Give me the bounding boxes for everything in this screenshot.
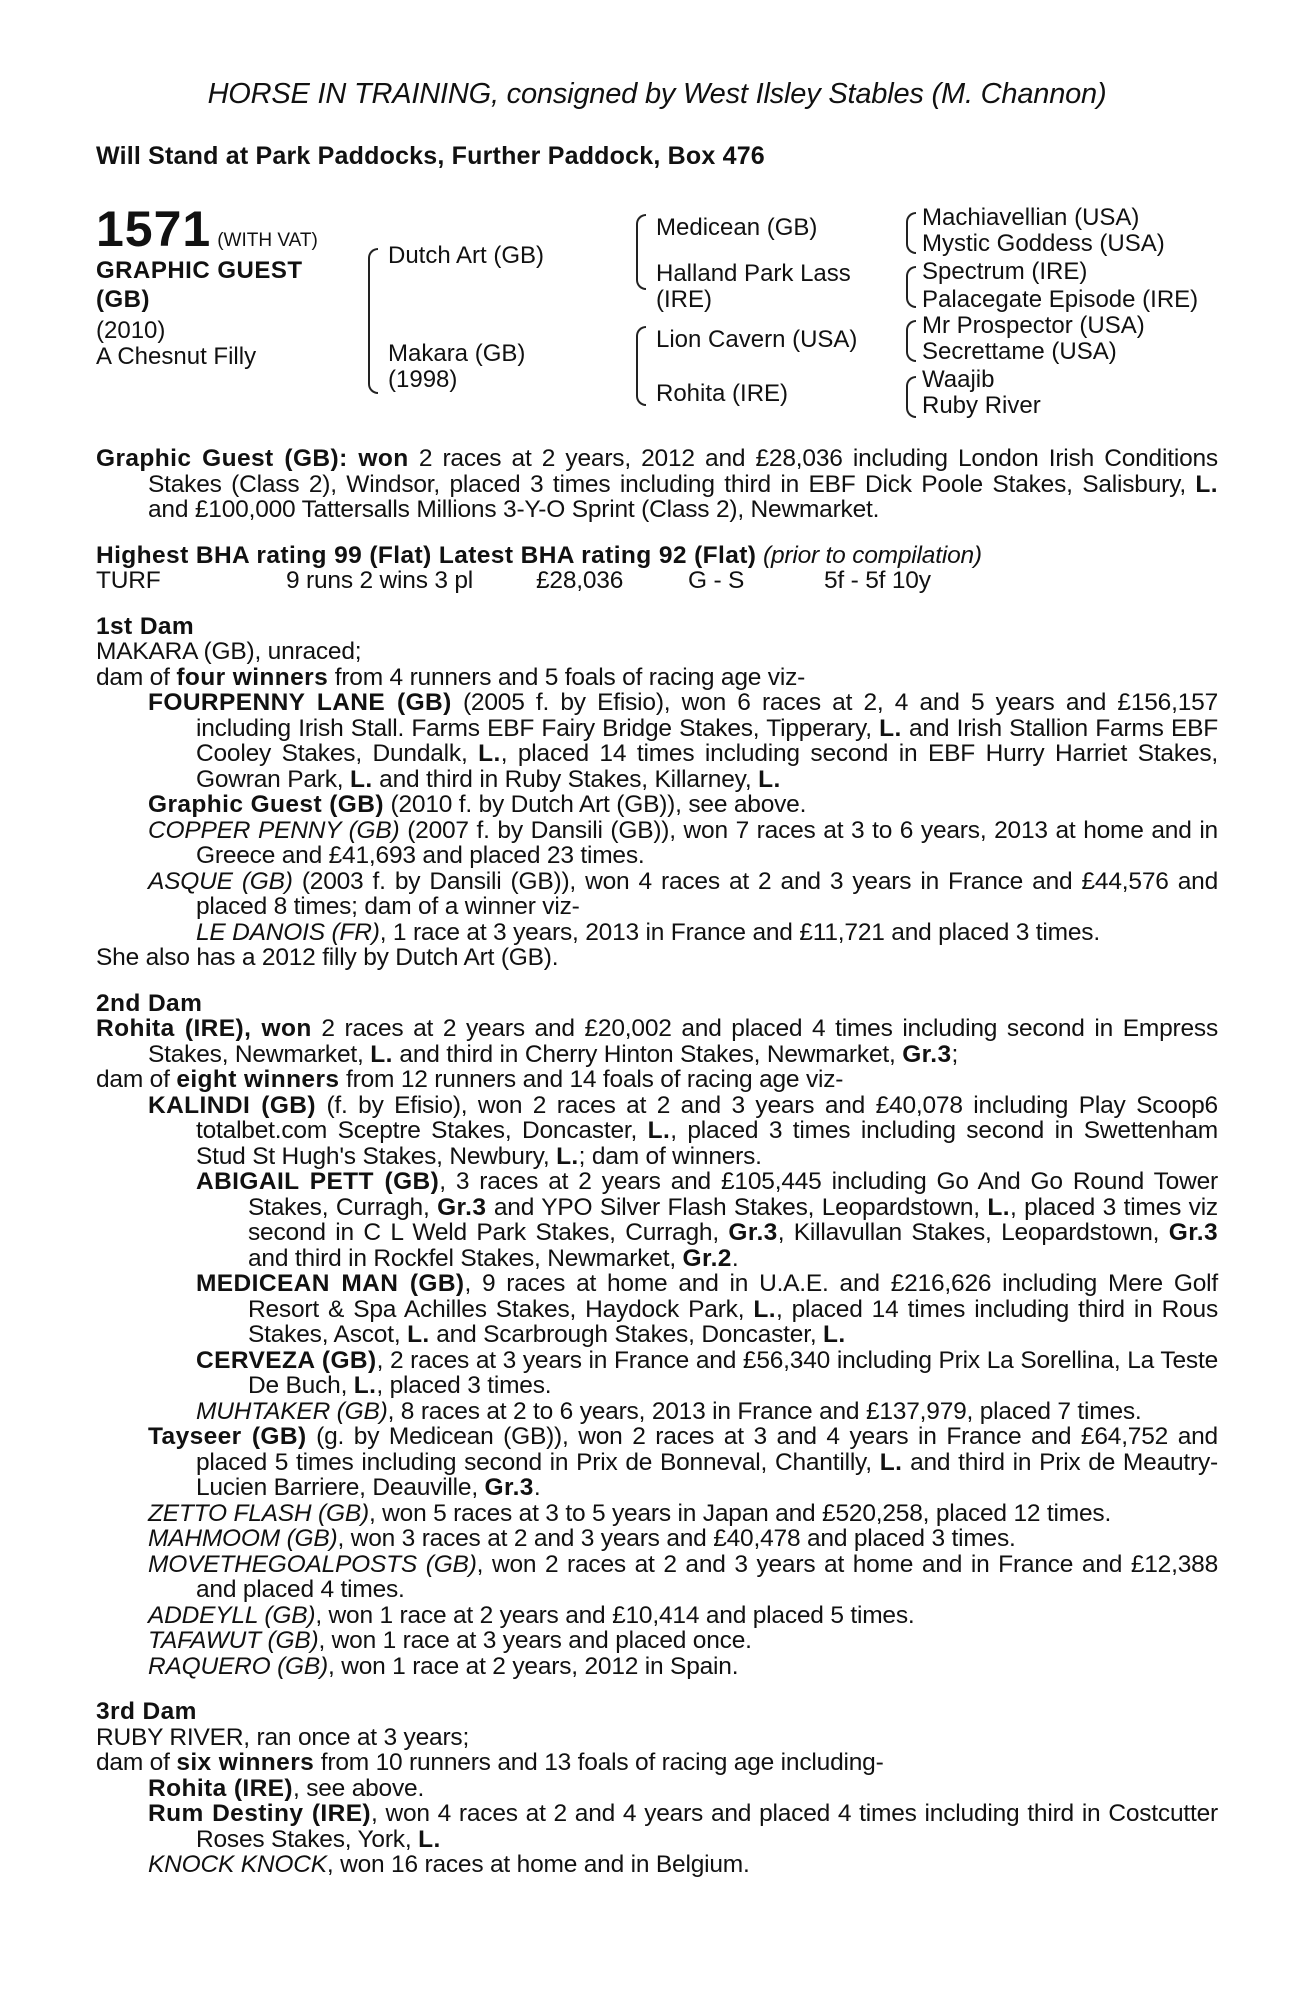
produce-text: (f. by Efisio), won 2 races at 2 and 3 years and £40,078 including Play Scoop6 totalbet.com Sceptre Stakes, Doncaster, — [196, 1091, 1218, 1144]
produce-name: MOVETHEGOALPOSTS (GB) — [148, 1550, 477, 1578]
produce-text: , placed 14 times including second in EBF Hurry Harriet Stakes, Gowran Park, — [196, 740, 1218, 793]
produce-text: , see above. — [292, 1774, 425, 1802]
winner-count: eight winners — [176, 1066, 340, 1093]
produce-text: (2010 f. by Dutch Art (GB)), see above. — [383, 791, 807, 818]
dam-won: , won — [244, 1015, 312, 1042]
gen3-brace-3 — [906, 320, 916, 362]
produce-text: and third in Rockfel Stakes, Newmarket, — [248, 1244, 683, 1272]
group-mark: Gr.3 — [484, 1474, 534, 1501]
dam-dam: Rohita (IRE) — [656, 380, 789, 407]
gen3-brace-2 — [906, 266, 916, 308]
listed-mark: L. — [407, 1321, 430, 1348]
produce-name: CERVEZA (GB) — [196, 1346, 377, 1374]
turf-earnings: £28,036 — [536, 567, 624, 594]
produce-name: FOURPENNY LANE (GB) — [148, 689, 452, 716]
produce-tafawut — [148, 1628, 1218, 1654]
produce-text: , 8 races at 2 to 6 years, 2013 in France and £137,979, placed 7 times. — [387, 1397, 1142, 1425]
produce-name: ADDEYLL (GB) — [148, 1601, 316, 1629]
produce-text: , won 5 races at 3 to 5 years in Japan and £520,258, placed 12 times. — [368, 1499, 1112, 1527]
first-dam-heading: 1st Dam — [96, 612, 195, 640]
second-dam-record: Rohita (IRE), won 2 races at 2 years and £20,002 and placed 4 times including second in Empress Stakes, Newmarket, L. and third in Cherry Hinton Stakes, Newmarket, Gr.3; — [96, 1015, 1219, 1068]
group-mark: Gr.3 — [437, 1193, 487, 1221]
dam: Makara (GB) — [388, 340, 526, 367]
produce-kalindi — [148, 1093, 1218, 1170]
produce-text: , placed 3 times including second in Swettenham Stud St Hugh's Stakes, Newbury, — [196, 1117, 1218, 1170]
produce-text: , won 1 race at 3 years and placed once. — [318, 1627, 752, 1654]
summary-text: 2 races at 2 years, 2012 and £28,036 including London Irish Conditions Stakes (Class 2), Windsor, placed 3 times including third in EBF Dick Poole Stakes, Salisbury, — [148, 445, 1218, 498]
dam-name: Rohita (IRE) — [96, 1015, 245, 1042]
produce-text: (2005 f. by Efisio), won 6 races at 2, 4 and 5 years and £156,157 including Irish Stall. Farms EBF Fairy Bridge Stakes, Tipperary, — [196, 689, 1218, 742]
group-mark: Gr.2 — [682, 1244, 732, 1272]
produce-name: MUHTAKER (GB) — [196, 1397, 388, 1425]
sire-parents-brace — [636, 214, 646, 290]
produce-name: Graphic Guest (GB) — [148, 791, 384, 818]
dam-sire-sire: Mr Prospector (USA) — [922, 312, 1145, 339]
sire-sire-sire: Machiavellian (USA) — [922, 204, 1140, 231]
produce-text: , placed 3 times viz second in C L Weld Park Stakes, Curragh, — [248, 1193, 1218, 1246]
produce-name: RAQUERO (GB) — [148, 1652, 328, 1680]
listed-mark: L. — [418, 1825, 441, 1853]
produce-text: and Irish Stallion Farms EBF Cooley Stakes, Dundalk, — [196, 714, 1218, 767]
sire-sire-dam: Mystic Goddess (USA) — [922, 230, 1165, 257]
listed-mark: L. — [753, 1295, 776, 1323]
produce-mahmoom — [148, 1526, 1218, 1552]
summary-text-2: and £100,000 Tattersalls Millions 3-Y-O Sprint (Class 2), Newmarket. — [148, 496, 880, 523]
dam-parents-brace — [636, 326, 646, 406]
produce-name: Rum Destiny (IRE) — [148, 1800, 371, 1827]
produce-text: , won 16 races at home and in Belgium. — [326, 1851, 750, 1878]
listed-mark: L. — [349, 765, 373, 793]
dam-text: 2 races at 2 years and £20,002 and placed 4 times including second in Empress Stakes, Newmarket, — [148, 1015, 1219, 1068]
produce-rohita — [148, 1776, 1218, 1802]
horse-description: A Chesnut Filly — [96, 343, 257, 370]
produce-text: , placed 14 times including third in Rous Stakes, Ascot, — [248, 1295, 1218, 1348]
produce-text: (2007 f. by Dansili (GB)), won 7 races at 3 to 6 years, 2013 at home and in Greece and £41,693 and placed 23 times. — [196, 816, 1218, 869]
gen3-brace-1 — [906, 212, 916, 254]
produce-text: , Killavullan Stakes, Leopardstown, — [777, 1219, 1169, 1246]
third-dam-heading: 3rd Dam — [96, 1698, 197, 1725]
horse-country: (GB) — [96, 286, 150, 313]
sire: Dutch Art (GB) — [388, 242, 545, 269]
produce-text: , won 3 races at 2 and 3 years and £40,478 and placed 3 times. — [337, 1525, 1016, 1552]
dam-of: dam of — [96, 1749, 177, 1776]
second-dam-heading: 2nd Dam — [96, 989, 203, 1017]
produce-name: COPPER PENNY (GB) — [148, 816, 400, 844]
listed-mark: L. — [1195, 470, 1218, 498]
rating-line — [96, 543, 1218, 569]
dam-dam-sire: Waajib — [922, 366, 995, 393]
summary-horse-name: Graphic Guest (GB) — [96, 445, 340, 472]
group-mark: Gr.3 — [902, 1040, 952, 1068]
sire-dam-sire: Spectrum (IRE) — [922, 258, 1088, 285]
dam-text: and third in Cherry Hinton Stakes, Newmarket, — [392, 1040, 903, 1068]
pedigree-block — [96, 200, 1218, 430]
listed-mark: L. — [758, 765, 781, 793]
produce-name: ASQUE (GB) — [148, 867, 293, 895]
first-dam-produce — [96, 665, 1218, 691]
produce-le-danois — [196, 920, 1218, 946]
sire-sire: Medicean (GB) — [656, 214, 818, 241]
produce-text: , placed 3 times. — [376, 1372, 552, 1399]
produce-name: Rohita (IRE) — [148, 1774, 293, 1802]
listed-mark: L. — [879, 714, 902, 742]
produce-name: MAHMOOM (GB) — [148, 1525, 338, 1552]
produce-zetto-flash — [148, 1501, 1218, 1527]
produce-text: , won 2 races at 2 and 3 years at home and in France and £12,388 and placed 4 times. — [196, 1550, 1218, 1603]
runner-count: from 10 runners and 13 foals of racing age including- — [314, 1749, 884, 1776]
dam-dam-dam: Ruby River — [922, 392, 1041, 419]
surface: TURF — [96, 567, 161, 594]
dam-of: dam of — [96, 663, 177, 691]
produce-text: and YPO Silver Flash Stakes, Leopardstown, — [486, 1193, 988, 1221]
produce-name: KNOCK KNOCK — [148, 1851, 327, 1878]
produce-name: MEDICEAN MAN (GB) — [196, 1270, 465, 1297]
sire-dam-brace — [368, 248, 378, 394]
winner-count: four winners — [176, 663, 329, 691]
produce-text: , 9 races at home and in U.A.E. and £216,626 including Mere Golf Resort & Spa Achilles Stakes, Haydock Park, — [248, 1270, 1218, 1323]
distance: 5f - 5f 10y — [824, 567, 931, 594]
winner-count: six winners — [176, 1749, 315, 1776]
group-mark: Gr.3 — [1168, 1219, 1219, 1246]
gen3-brace-4 — [906, 376, 916, 418]
bha-rating: Highest BHA rating 99 (Flat) Latest BHA rating 92 (Flat) — [96, 541, 757, 569]
dam-sire-dam: Secrettame (USA) — [922, 338, 1117, 365]
runs-wins: 9 runs 2 wins 3 pl — [286, 567, 474, 594]
produce-cerveza — [196, 1348, 1218, 1399]
sire-dam-dam: Palacegate Episode (IRE) — [922, 286, 1199, 313]
produce-tayseer: Tayseer (GB) (g. by Medicean (GB)), won 2 races at 3 and 4 years in France and £64,752 and placed 5 times including second in Prix de Bonneval, Chantilly, L. and third in Prix de Meautry- Lucien Barriere, Deauville, Gr.3. — [148, 1423, 1218, 1501]
produce-text: and third in Ruby Stakes, Killarney, — [372, 765, 759, 793]
lot-heading — [96, 200, 318, 258]
stand-location: Will Stand at Park Paddocks, Further Paddock, Box 476 — [96, 142, 765, 170]
produce-name: TAFAWUT (GB) — [148, 1627, 319, 1654]
produce-text: , 3 races at 2 years and £105,445 including Go And Go Round Tower Stakes, Curragh, — [248, 1168, 1218, 1221]
lot-number: 1571 — [96, 201, 212, 257]
sire-dam: Halland Park Lass — [656, 260, 851, 287]
produce-text: (2003 f. by Dansili (GB)), won 4 races at 2 and 3 years in France and £44,576 and placed 8 times; dam of a winner viz- — [196, 867, 1219, 920]
runner-count: from 4 runners and 5 foals of racing age viz- — [328, 663, 806, 691]
produce-name: LE DANOIS (FR) — [196, 918, 380, 946]
produce-graphic-guest — [148, 792, 1218, 818]
produce-fourpenny-lane — [148, 690, 1218, 792]
produce-abigail-pett: ABIGAIL PETT (GB), 3 races at 2 years and £105,445 including Go And Go Round Tower Stakes, Curragh, Gr.3 and YPO Silver Flash Stakes, Leopardstown, L., placed 3 times viz second in C L Weld Park Stakes, Curragh, Gr.3, Killavullan Stakes, Leopardstown, Gr.3 and third in Rockfel Stakes, Newmarket, Gr.2. — [196, 1168, 1219, 1272]
produce-copper-penny — [148, 818, 1218, 869]
race-record — [96, 446, 1218, 1878]
listed-mark: L. — [647, 1117, 671, 1144]
dam-sire: Lion Cavern (USA) — [656, 326, 858, 353]
produce-name: ZETTO FLASH (GB) — [148, 1499, 369, 1527]
sire-dam-country: (IRE) — [656, 286, 712, 313]
produce-text: and third in Prix de Meautry- Lucien Barriere, Deauville, — [196, 1448, 1218, 1501]
produce-addeyll — [148, 1603, 1218, 1629]
group-mark: Gr.3 — [728, 1219, 778, 1246]
produce-text: , won 1 race at 2 years and £10,414 and placed 5 times. — [315, 1601, 915, 1629]
first-dam-intro: MAKARA (GB), unraced; — [96, 638, 362, 665]
produce-name: ABIGAIL PETT (GB) — [196, 1168, 440, 1195]
produce-text: and Scarbrough Stakes, Doncaster, — [429, 1321, 824, 1348]
horse-name — [96, 256, 346, 314]
horse-name-line: GRAPHIC GUEST — [96, 257, 303, 284]
foaling-year: (2010) — [96, 317, 166, 344]
produce-rum-destiny — [148, 1801, 1218, 1852]
dam-year: (1998) — [388, 366, 458, 393]
listed-mark: L. — [823, 1321, 846, 1348]
summary-won: : won — [339, 445, 409, 472]
third-dam-produce — [96, 1750, 1218, 1776]
turf-record — [96, 568, 1218, 594]
consignment-line: HORSE IN TRAINING, consigned by West Ilsley Stables (M. Channon) — [207, 78, 1107, 110]
dam-of: dam of — [96, 1066, 177, 1093]
listed-mark: L. — [353, 1372, 377, 1399]
produce-name: Tayseer (GB) — [148, 1423, 307, 1450]
going: G - S — [688, 567, 745, 594]
vat-note: (WITH VAT) — [217, 230, 318, 251]
produce-text: ; dam of winners. — [578, 1142, 762, 1170]
horse-summary — [96, 446, 1218, 523]
second-dam-produce — [96, 1067, 1218, 1093]
produce-raquero — [148, 1654, 1218, 1680]
first-dam-also: She also has a 2012 filly by Dutch Art (GB). — [96, 944, 559, 971]
runner-count: from 12 runners and 14 foals of racing age viz- — [339, 1066, 844, 1093]
produce-muhtaker — [196, 1399, 1218, 1425]
produce-text: , won 4 races at 2 and 4 years and placed 4 times including third in Costcutter Roses Stakes, York, — [196, 1800, 1218, 1853]
produce-asque — [148, 869, 1218, 920]
produce-text: , 2 races at 3 years in France and £56,340 including Prix La Sorellina, La Teste De Buch, — [248, 1346, 1218, 1399]
listed-mark: L. — [478, 740, 501, 767]
third-dam-intro: RUBY RIVER, ran once at 3 years; — [96, 1723, 470, 1751]
produce-text: , 1 race at 3 years, 2013 in France and £11,721 and placed 3 times. — [379, 918, 1100, 946]
produce-text: (g. by Medicean (GB)), won 2 races at 3 and 4 years in France and £64,752 and placed 5 times including second in Prix de Bonneval, Chantilly, — [196, 1423, 1218, 1476]
listed-mark: L. — [370, 1040, 393, 1068]
produce-name: KALINDI (GB) — [148, 1091, 316, 1119]
produce-movethegoalposts — [148, 1552, 1218, 1603]
listed-mark: L. — [987, 1193, 1010, 1221]
listed-mark: L. — [879, 1448, 903, 1476]
produce-medicean-man — [196, 1271, 1218, 1348]
listed-mark: L. — [556, 1142, 579, 1170]
produce-text: , won 1 race at 2 years, 2012 in Spain. — [328, 1652, 739, 1680]
rating-note: (prior to compilation) — [762, 541, 982, 569]
produce-knock-knock — [148, 1852, 1218, 1878]
